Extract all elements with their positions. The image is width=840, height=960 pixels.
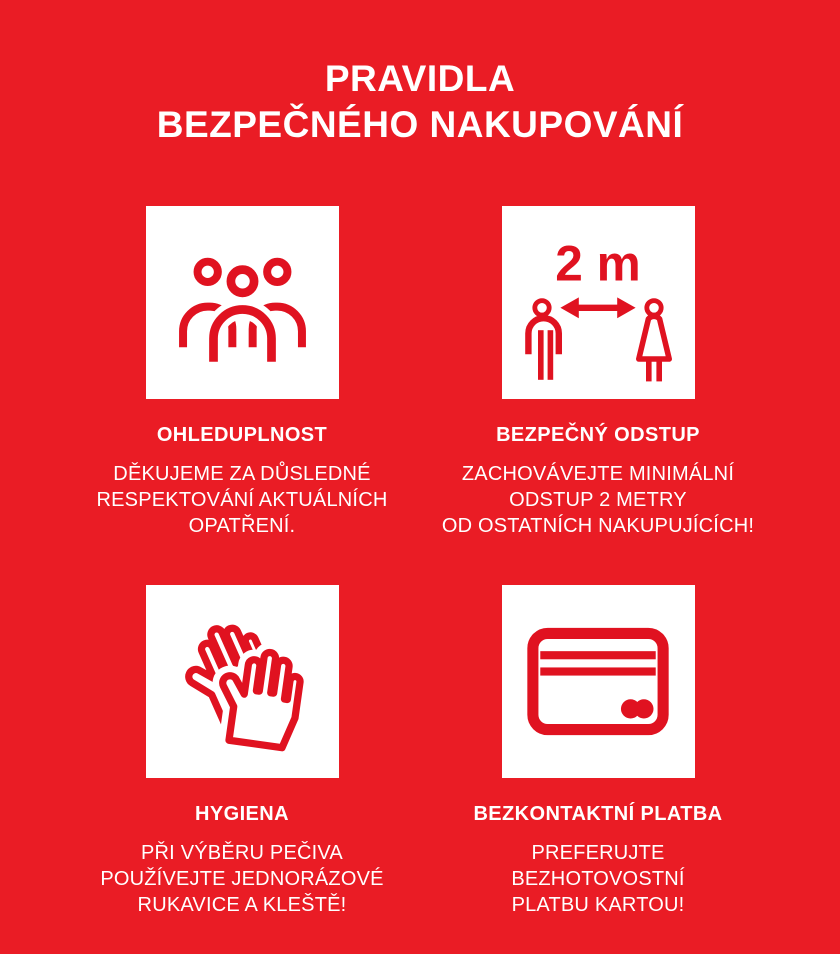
text-line: PREFERUJTE [531,842,665,864]
tile-hygiena-text [100,840,383,918]
text-line: ZACHOVÁVEJTE MINIMÁLNÍ [461,463,735,485]
tile-ohleduplnost-square [146,206,339,399]
text-line: BEZHOTOVOSTNÍ [511,868,685,890]
tile-bezkontaktni-platba-text [511,840,684,918]
distance-2m-icon [518,223,678,383]
tile-bezpecny-odstup-heading: BEZPEČNÝ ODSTUP [496,424,700,446]
text-line: PLATBU KARTOU! [511,894,685,916]
rules-grid [0,206,840,918]
text-line: PŘI VÝBĚRU PEČIVA [141,842,343,864]
bottom-white-strip [0,954,840,960]
contactless-payment-icon [524,626,672,737]
tile-bezkontaktni-platba-square [502,585,695,778]
tile-ohleduplnost-heading: OHLEDUPLNOST [156,424,328,446]
poster-title [0,0,840,148]
distance-label: 2 m [555,235,641,292]
tile-bezpecny-odstup-square [502,206,695,399]
poster-title-line1: PRAVIDLA [324,58,516,99]
tile-ohleduplnost-text [97,461,388,539]
gloves-icon [166,606,318,758]
tile-bezkontaktni-platba-heading: BEZKONTAKTNÍ PLATBA [473,803,723,825]
people-icon [170,241,315,365]
text-line: POUŽÍVEJTE JEDNORÁZOVÉ [100,868,384,890]
text-line: DĚKUJEME ZA DŮSLEDNÉ [113,463,371,485]
tile-ohleduplnost [64,206,420,539]
tile-hygiena [64,585,420,918]
text-line: RUKAVICE A KLEŠTĚ! [137,894,347,916]
tile-bezpecny-odstup-text [442,461,754,539]
text-line: RESPEKTOVÁNÍ AKTUÁLNÍCH [96,489,388,511]
text-line: ODSTUP 2 METRY [509,489,687,511]
poster-title-line2: BEZPEČNÉHO NAKUPOVÁNÍ [156,104,684,145]
text-line: OD OSTATNÍCH NAKUPUJÍCÍCH! [441,515,755,537]
tile-bezkontaktni-platba [420,585,776,918]
text-line: OPATŘENÍ. [188,515,296,537]
tile-bezpecny-odstup [420,206,776,539]
tile-hygiena-square [146,585,339,778]
tile-hygiena-heading: HYGIENA [195,803,289,825]
